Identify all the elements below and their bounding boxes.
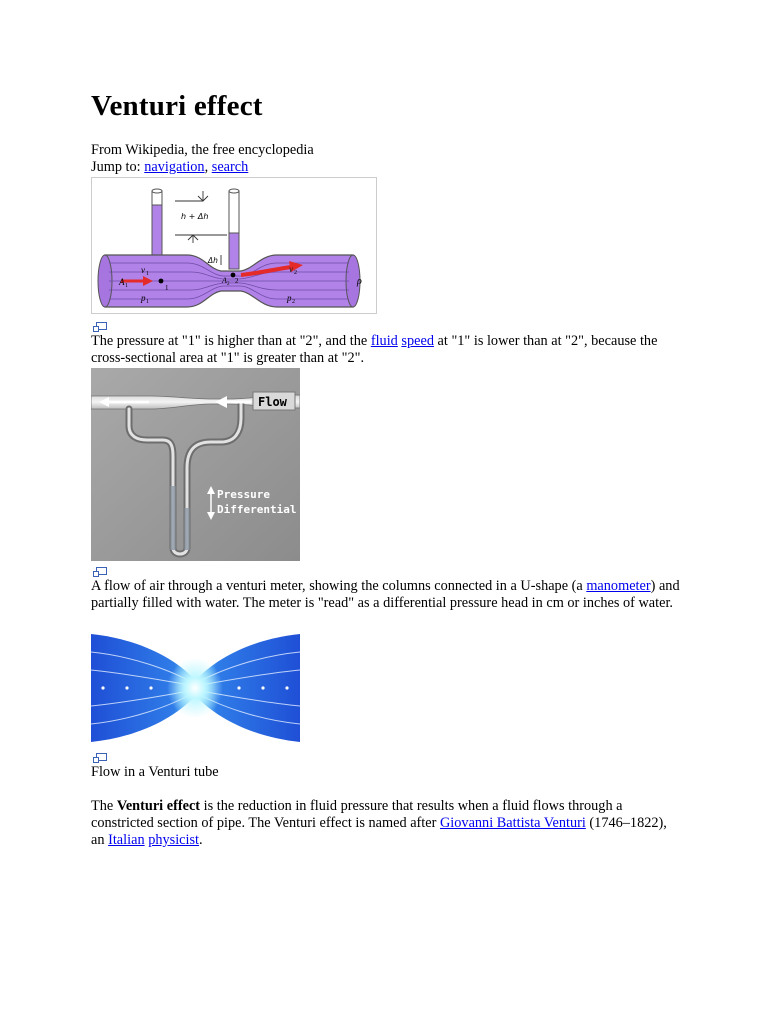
intro-paragraph: The Venturi effect is the reduction in fluid pressure that results when a fluid flows through a constricted section of pipe. The Venturi effect is named after Giovanni Battista Venturi (1746–1822), an Italian physicist. bbox=[91, 798, 667, 848]
figure3-caption: Flow in a Venturi tube bbox=[91, 764, 219, 780]
label-a2: A bbox=[222, 276, 227, 285]
label-p1: p bbox=[141, 293, 146, 303]
figure1-caption: The pressure at "1" is higher than at "2", and the fluid speed at "1" is lower than at "2", because the cross-sectional area at "1" is greater than at "2". bbox=[91, 333, 658, 366]
water-column-right bbox=[185, 508, 190, 550]
jump-links bbox=[91, 159, 681, 176]
svg-text:2: 2 bbox=[292, 299, 295, 305]
venturi-meter-photo[interactable] bbox=[91, 368, 300, 561]
svg-text:1: 1 bbox=[146, 271, 149, 277]
venturi-tube-diagram[interactable] bbox=[91, 177, 377, 314]
water-column-left bbox=[171, 486, 176, 550]
jump-prefix: Jump to: bbox=[91, 159, 145, 175]
giovanni-venturi-link[interactable]: Giovanni Battista Venturi bbox=[439, 815, 586, 831]
site-subtitle: From Wikipedia, the free encyclopedia bbox=[91, 142, 314, 158]
differential-label: Differential bbox=[217, 503, 297, 516]
svg-text:1: 1 bbox=[146, 299, 149, 305]
throat-glow bbox=[167, 658, 223, 718]
label-point-1: 1 bbox=[165, 284, 169, 292]
venturi-flow-visualization[interactable] bbox=[91, 630, 300, 746]
flow-label: Flow bbox=[258, 395, 287, 409]
page-title: Venturi effect bbox=[91, 90, 263, 122]
point-1 bbox=[159, 279, 164, 284]
enlarge-icon[interactable] bbox=[93, 322, 107, 332]
label-h-plus-dh: h + Δh bbox=[181, 212, 209, 221]
physicist-link[interactable]: physicist bbox=[148, 832, 200, 848]
svg-text:2: 2 bbox=[227, 282, 230, 287]
search-link[interactable]: search bbox=[211, 159, 249, 175]
svg-text:2: 2 bbox=[294, 270, 297, 276]
label-p2: p bbox=[287, 293, 292, 303]
bold-term: Venturi effect bbox=[116, 798, 201, 814]
fluid-link[interactable]: fluid bbox=[370, 333, 398, 349]
italian-link[interactable]: Italian bbox=[108, 832, 145, 848]
manometer-link[interactable]: manometer bbox=[586, 578, 651, 594]
label-dh: Δh bbox=[208, 256, 218, 265]
label-v2: v bbox=[289, 264, 293, 274]
navigation-link[interactable]: navigation bbox=[144, 159, 205, 175]
svg-text:1: 1 bbox=[125, 283, 128, 289]
speed-link[interactable]: speed bbox=[401, 333, 434, 349]
label-a1: A bbox=[119, 277, 125, 287]
figure2-caption: A flow of air through a venturi meter, showing the columns connected in a U-shape (a manometer) and partially filled with water. The meter is "read" as a differential pressure head in cm or inches of water. bbox=[91, 578, 680, 611]
enlarge-icon[interactable] bbox=[93, 753, 107, 763]
label-rho: ρ bbox=[357, 276, 362, 287]
label-point-2: 2 bbox=[235, 277, 239, 285]
label-v1: v bbox=[141, 265, 145, 275]
enlarge-icon[interactable] bbox=[93, 567, 107, 577]
jump-separator: , bbox=[204, 159, 212, 175]
pressure-label: Pressure bbox=[217, 488, 270, 501]
